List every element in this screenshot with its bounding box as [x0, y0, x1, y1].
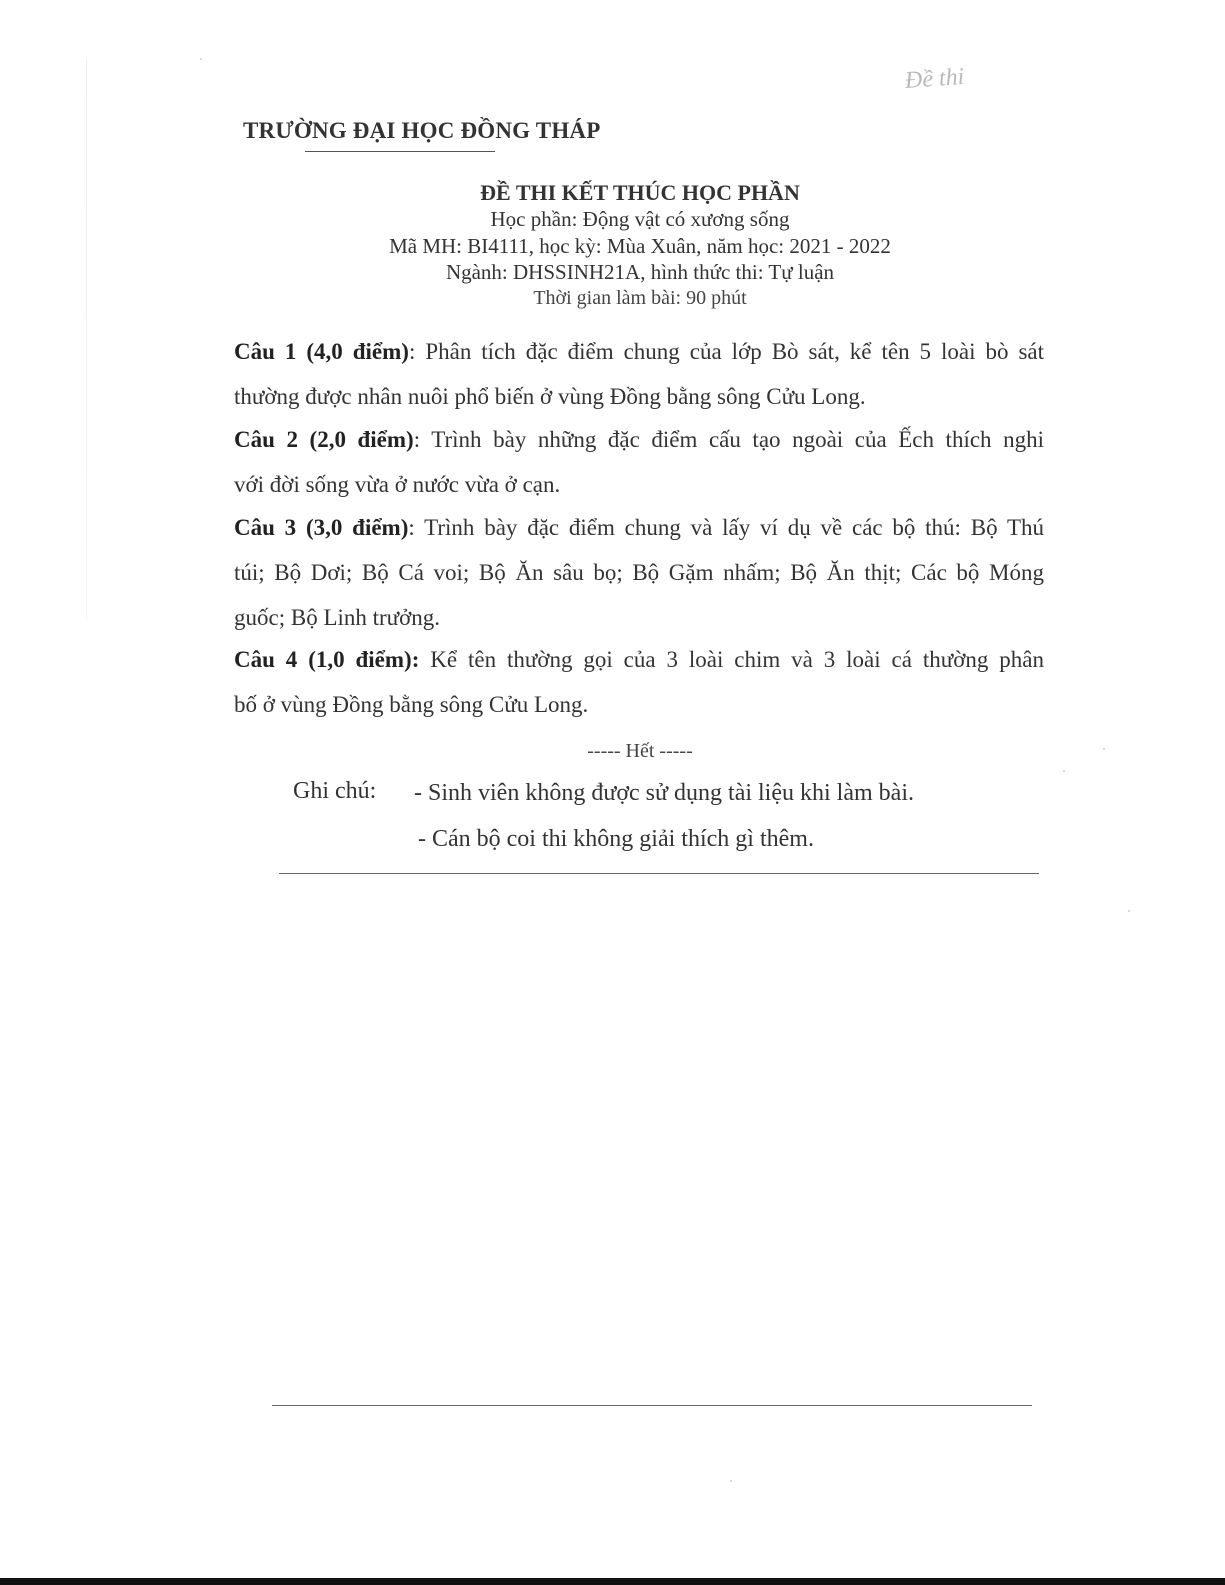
question-3-text-1: : Trình bày đặc điểm chung và lấy ví dụ về các bộ thú: Bộ Thú [408, 515, 1044, 540]
note-item-1: - Sinh viên không được sử dụng tài liệu khi làm bài. [414, 780, 914, 806]
course-code-line: Mã MH: BI4111, học kỳ: Mùa Xuân, năm học: 2021 - 2022 [389, 234, 891, 258]
scan-speck [730, 1480, 732, 1482]
question-2-label: Câu 2 (2,0 điểm) [234, 427, 414, 452]
question-4 [234, 645, 1044, 735]
question-4-line-1 [234, 645, 1044, 690]
question-3 [234, 513, 1044, 648]
school-underline [305, 151, 495, 152]
scan-bottom-edge [0, 1578, 1225, 1585]
scan-speck [1128, 910, 1130, 912]
question-4-line-2: bố ở vùng Đồng bằng sông Cửu Long. [234, 692, 589, 717]
question-2 [234, 425, 1044, 515]
question-4-text-1: Kể tên thường gọi của 3 loài chim và 3 loài cá thường phân [419, 647, 1044, 672]
exam-title: ĐỀ THI KẾT THÚC HỌC PHẦN [480, 180, 800, 205]
question-1-line-1 [234, 337, 1044, 382]
course-line: Học phần: Động vật có xương sống [490, 207, 790, 231]
question-3-line-1 [234, 513, 1044, 558]
scan-speck [1103, 748, 1105, 750]
handwritten-note: Đề thi [904, 63, 966, 95]
question-1-label: Câu 1 (4,0 điểm) [234, 339, 409, 364]
scan-edge-shadow [86, 60, 87, 620]
question-2-line-1 [234, 425, 1044, 470]
question-1-text-1: : Phân tích đặc điểm chung của lớp Bò sát, kể tên 5 loài bò sát [408, 339, 1044, 364]
question-1-line-2: thường được nhân nuôi phổ biến ở vùng Đồng bằng sông Cửu Long. [234, 384, 866, 409]
note-label: Ghi chú: [293, 778, 377, 804]
school-name: TRƯỜNG ĐẠI HỌC ĐỒNG THÁP [243, 118, 601, 143]
scan-speck [200, 58, 202, 60]
question-2-line-2: với đời sống vừa ở nước vừa ở cạn. [234, 472, 561, 497]
question-1 [234, 337, 1044, 427]
note-item-2: - Cán bộ coi thi không giải thích gì thêm. [418, 826, 814, 852]
major-line: Ngành: DHSSINH21A, hình thức thi: Tự luận [445, 260, 835, 284]
question-2-text-1: : Trình bày những đặc điểm cấu tạo ngoài của Ếch thích nghi [413, 427, 1044, 452]
scan-speck [1063, 770, 1065, 772]
question-4-label: Câu 4 (1,0 điểm): [234, 647, 420, 672]
section-divider [279, 873, 1039, 874]
duration-line: Thời gian làm bài: 90 phút [533, 287, 747, 309]
bottom-divider [272, 1405, 1032, 1406]
end-marker: ----- Hết ----- [587, 740, 693, 762]
question-3-label: Câu 3 (3,0 điểm) [234, 515, 409, 540]
question-3-line-3: guốc; Bộ Linh trưởng. [234, 605, 441, 630]
question-3-line-2: túi; Bộ Dơi; Bộ Cá voi; Bộ Ăn sâu bọ; Bộ Gặm nhấm; Bộ Ăn thịt; Các bộ Móng [234, 560, 1044, 585]
